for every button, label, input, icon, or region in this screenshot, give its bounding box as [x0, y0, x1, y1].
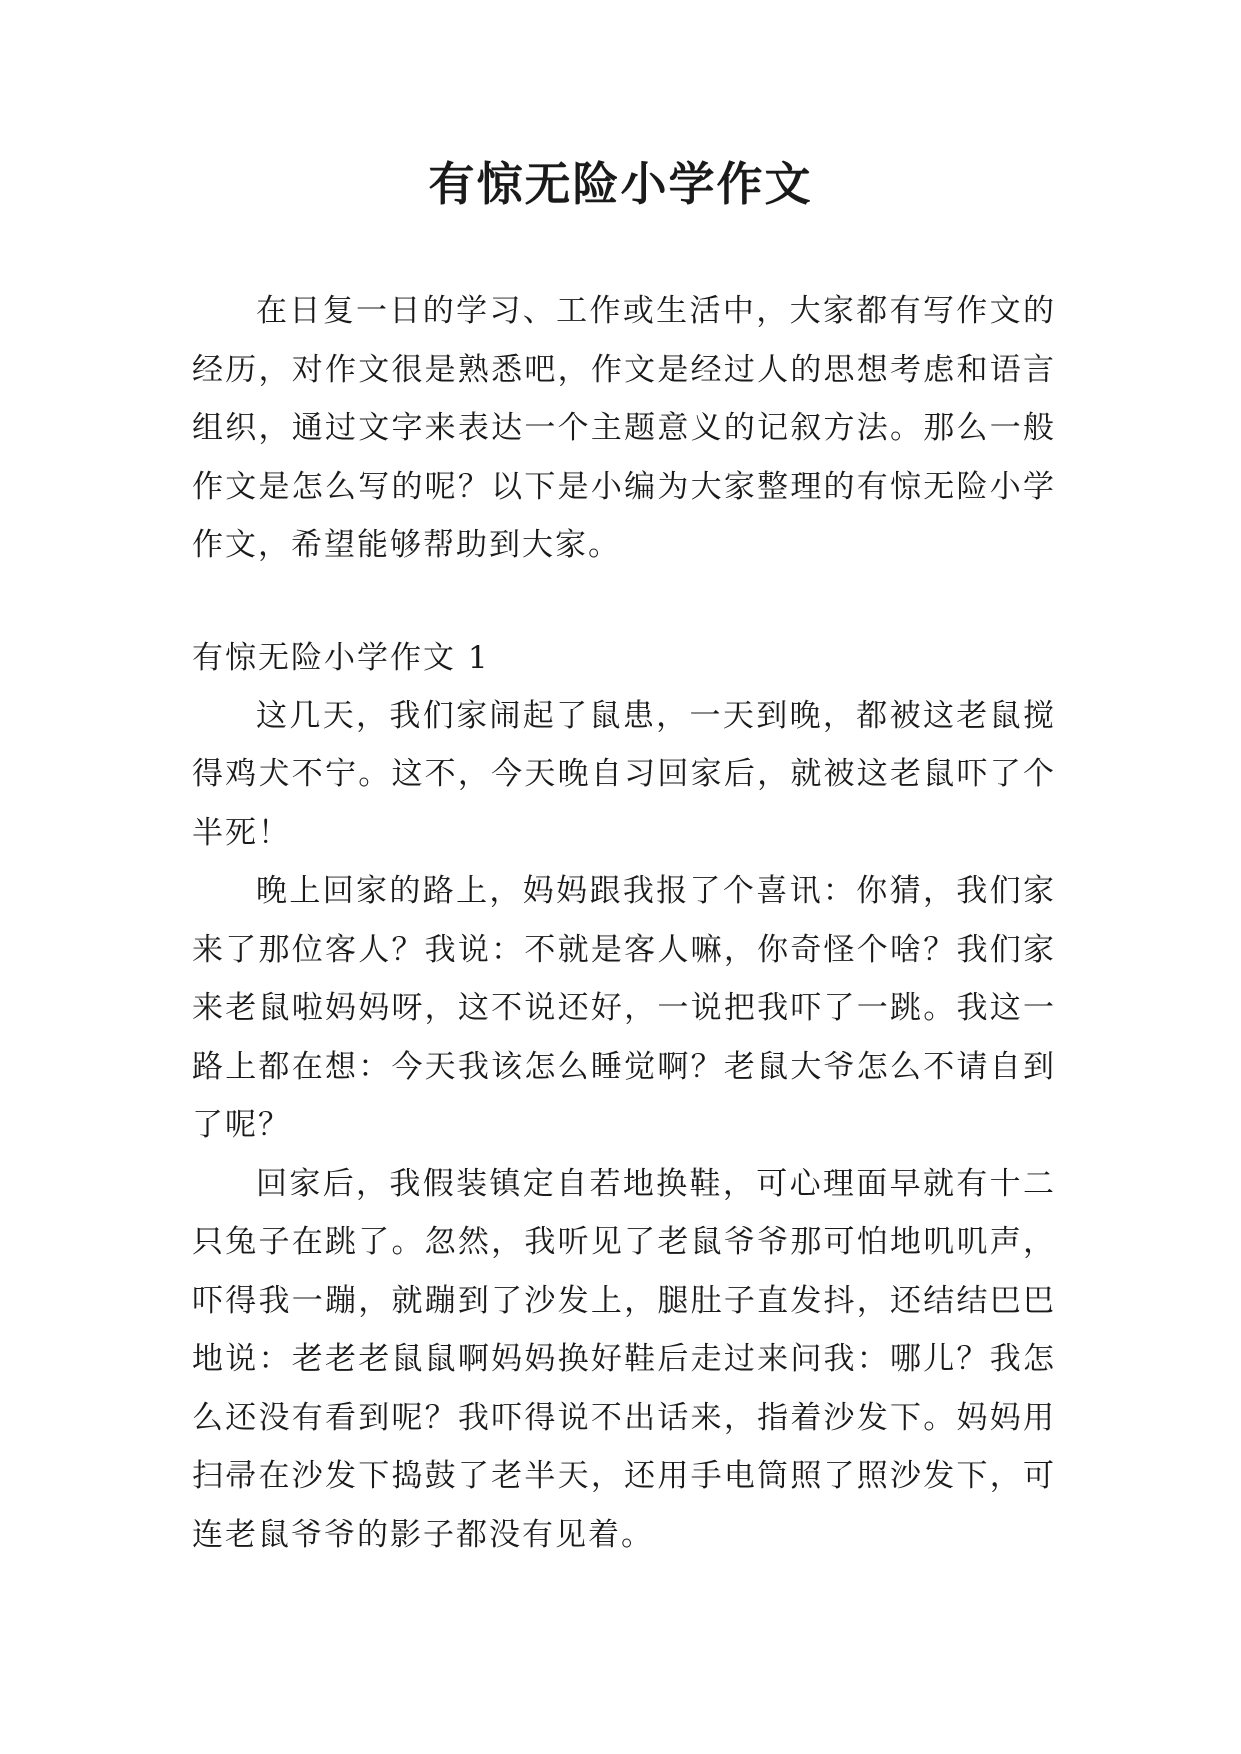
intro-paragraph: 在日复一日的学习、工作或生活中，大家都有写作文的经历，对作文很是熟悉吧，作文是经过人的思想考虑和语言组织，通过文字来表达一个主题意义的记叙方法。那么一般作文是怎么写的呢？以下是小编为大家整理的有惊无险小学作文，希望能够帮助到大家。 — [192, 293, 1056, 563]
document-title: 有惊无险小学作文 — [428, 157, 813, 211]
body-paragraph-2: 晚上回家的路上，妈妈跟我报了个喜讯：你猜，我们家来了那位客人？我说：不就是客人嘛，你奇怪个啥？我们家来老鼠啦妈妈呀，这不说还好，一说把我吓了一跳。我这一路上都在想：今天我该怎么睡觉啊？老鼠大爷怎么不请自到了呢？ — [192, 873, 1056, 1143]
body-paragraph-1: 这几天，我们家闹起了鼠患，一天到晚，都被这老鼠搅得鸡犬不宁。这不，今天晚自习回家后，就被这老鼠吓了个半死！ — [192, 697, 1056, 851]
document-body — [192, 282, 1056, 1564]
body-paragraph-3: 回家后，我假装镇定自若地换鞋，可心理面早就有十二只兔子在跳了。忽然，我听见了老鼠爷爷那可怕地叽叽声，吓得我一蹦，就蹦到了沙发上，腿肚子直发抖，还结结巴巴地说：老老老鼠鼠啊妈妈换好鞋后走过来问我：哪儿？我怎么还没有看到呢？我吓得说不出话来，指着沙发下。妈妈用扫帚在沙发下捣鼓了老半天，还用手电筒照了照沙发下，可连老鼠爷爷的影子都没有见着。 — [192, 1165, 1056, 1553]
section-heading: 有惊无险小学作文 1 — [192, 639, 490, 676]
